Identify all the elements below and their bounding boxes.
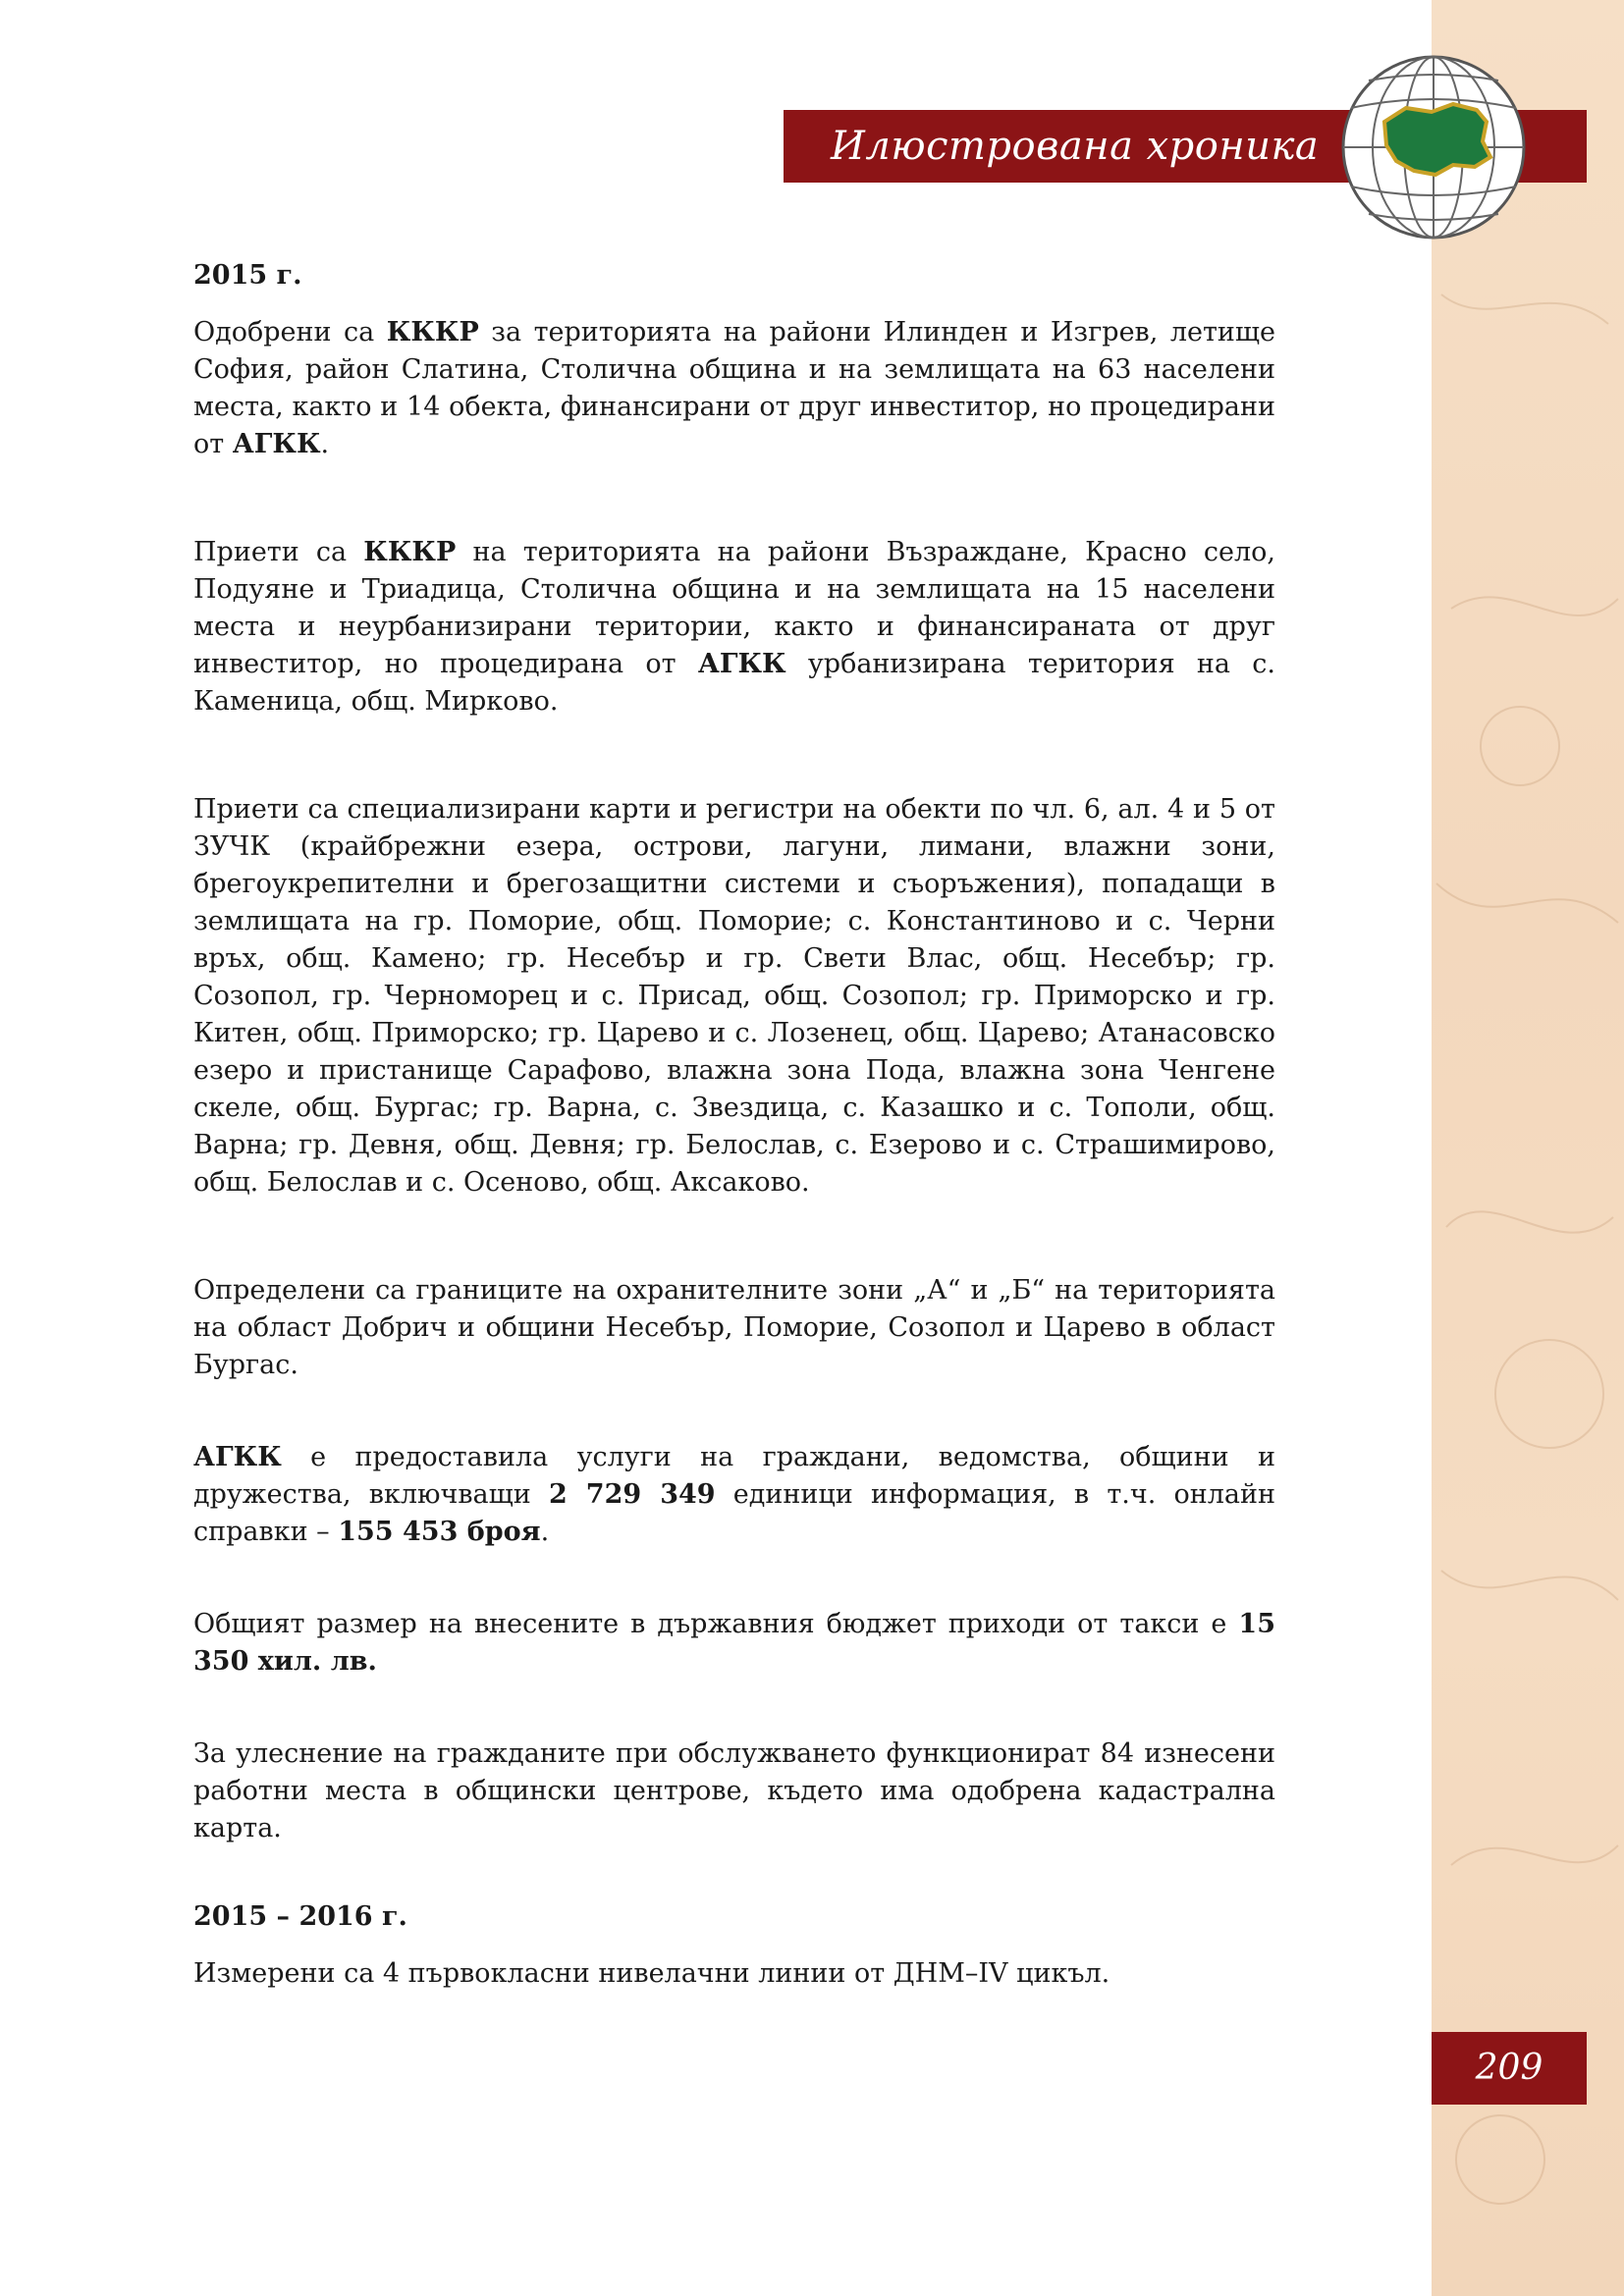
page-number: 209: [1475, 2048, 1543, 2088]
section-2015: [193, 257, 1275, 1898]
paragraph: Одобрени са КККР за територията на райони Илинден и Изгрев, летище София, район Слатина, Столична община и на землищата на 63 населени места, както и 14 обекта, финансирани от друг инвеститор, но процедирани от АГКК.: [193, 317, 1275, 459]
paragraph: Приети са КККР на територията на райони Възраждане, Красно село, Подуяне и Триадица, Столична община и на землищата на 15 населени места и неурбанизирани територии, както и финансираната от друг инвеститор, но процедирана от АГКК урбанизирана територия на с. Каменица, общ. Мирково.: [193, 537, 1275, 717]
section-2015-2016: [193, 1898, 1275, 1993]
header-title: Илюстрована хроника: [831, 124, 1320, 169]
section-year: 2015 г.: [193, 260, 302, 291]
paragraph: АГКК е предоставила услуги на граждани, ведомства, общини и дружества, включващи 2 729 349 единици информация, в т.ч. онлайн справки – 155 453 броя.: [193, 1442, 1275, 1547]
old-map-texture: [1432, 0, 1624, 2296]
page-content: [193, 257, 1275, 1993]
paragraph: Приети са специализирани карти и регистри на обекти по чл. 6, ал. 4 и 5 от ЗУЧК (крайбрежни езера, острови, лагуни, лимани, влажни зони, брегоукрепителни и брегозащитни системи и съоръжения), попадащи в землищата на гр. Поморие, общ. Поморие; с. Константиново и с. Черни връх, общ. Камено; гр. Несебър и гр. Свети Влас, общ. Несебър; гр. Созопол, гр. Черноморец и с. Присад, общ. Созопол; гр. Приморско и гр. Китен, общ. Приморско; гр. Царево и с. Лозенец, общ. Царево; Атанасовско езеро и пристанище Сарафово, влажна зона Пода, влажна зона Ченгене скеле, общ. Бургас; гр. Варна, с. Звездица, с. Казашко и с. Тополи, общ. Варна; гр. Девня, общ. Девня; гр. Белослав, с. Езерово и с. Страшимирово, общ. Белослав и с. Осеново, общ. Аксаково.: [193, 794, 1275, 1198]
decorative-side-strip: [1432, 0, 1624, 2296]
paragraph: За улеснение на гражданите при обслужването функционират 84 изнесени работни места в общински центрове, където има одобрена кадастрална карта.: [193, 1738, 1275, 1843]
paragraph: Определени са границите на охранителните зони „А“ и „Б“ на територията на област Добрич и общини Несебър, Поморие, Созопол и Царево в област Бургас.: [193, 1275, 1275, 1380]
paragraph: Общият размер на внесените в държавния бюджет приходи от такси е 15 350 хил. лв.: [193, 1609, 1275, 1677]
paragraph: Измерени са 4 първокласни нивелачни линии от ДНМ–IV цикъл.: [193, 1958, 1110, 1989]
globe-bulgaria-map-icon: [1337, 51, 1530, 243]
section-year: 2015 – 2016 г.: [193, 1901, 407, 1932]
